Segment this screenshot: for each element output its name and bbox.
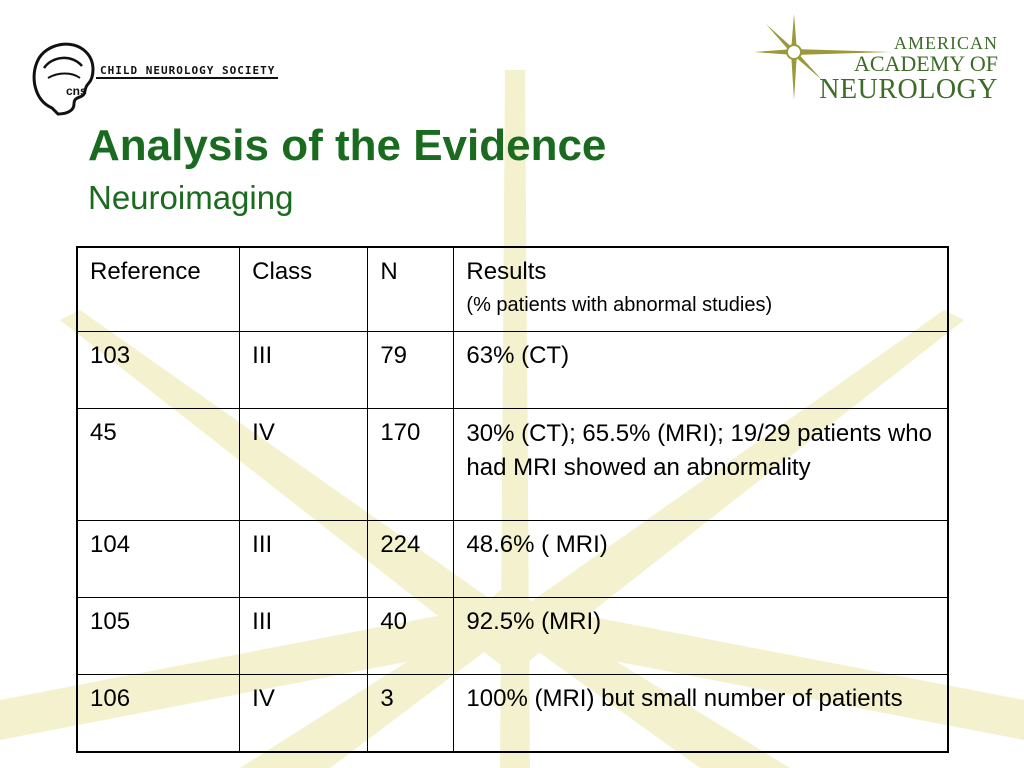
cell-n: 224 bbox=[368, 520, 454, 597]
cell-n: 40 bbox=[368, 597, 454, 674]
header-results-subheader: (% patients with abnormal studies) bbox=[466, 294, 773, 316]
header-results-label: Results bbox=[466, 258, 547, 285]
cell-reference: 104 bbox=[77, 520, 240, 597]
cell-n: 170 bbox=[368, 408, 454, 520]
slide-subtitle: Neuroimaging bbox=[88, 179, 294, 216]
header-results bbox=[454, 247, 948, 331]
table-header-row bbox=[77, 247, 948, 331]
cell-results: 63% (CT) bbox=[454, 331, 948, 408]
cns-logo-mark: cns bbox=[66, 84, 87, 98]
cell-class: III bbox=[240, 597, 368, 674]
cell-n: 3 bbox=[368, 674, 454, 752]
cell-reference: 106 bbox=[77, 674, 240, 752]
table-row bbox=[77, 520, 948, 597]
cell-class: IV bbox=[240, 408, 368, 520]
cell-class: III bbox=[240, 331, 368, 408]
cell-class: III bbox=[240, 520, 368, 597]
slide-title: Analysis of the Evidence bbox=[88, 121, 607, 170]
aan-logo-text bbox=[819, 34, 998, 104]
cell-results: 92.5% (MRI) bbox=[454, 597, 948, 674]
child-neurology-society-logo bbox=[28, 38, 288, 120]
aan-logo-line-2: ACADEMY OF bbox=[853, 51, 998, 76]
cell-results: 30% (CT); 65.5% (MRI); 19/29 patients who had MRI showed an abnormality bbox=[454, 408, 948, 520]
table-row bbox=[77, 674, 948, 752]
cns-logo-text: CHILD NEUROLOGY SOCIETY bbox=[100, 64, 276, 77]
evidence-table bbox=[76, 246, 949, 753]
cell-n: 79 bbox=[368, 331, 454, 408]
table-row bbox=[77, 597, 948, 674]
header-reference: Reference bbox=[77, 247, 240, 331]
cell-reference: 103 bbox=[77, 331, 240, 408]
aan-logo-line-3: NEUROLOGY bbox=[819, 74, 998, 105]
cell-reference: 45 bbox=[77, 408, 240, 520]
cns-logo-underline bbox=[96, 77, 278, 79]
header-class: Class bbox=[240, 247, 368, 331]
cell-results: 48.6% ( MRI) bbox=[454, 520, 948, 597]
cell-results: 100% (MRI) but small number of patients bbox=[454, 674, 948, 752]
header-n: N bbox=[368, 247, 454, 331]
table-row bbox=[77, 331, 948, 408]
aan-logo-line-1: AMERICAN bbox=[893, 33, 998, 53]
cell-class: IV bbox=[240, 674, 368, 752]
cell-reference: 105 bbox=[77, 597, 240, 674]
table-row bbox=[77, 408, 948, 520]
